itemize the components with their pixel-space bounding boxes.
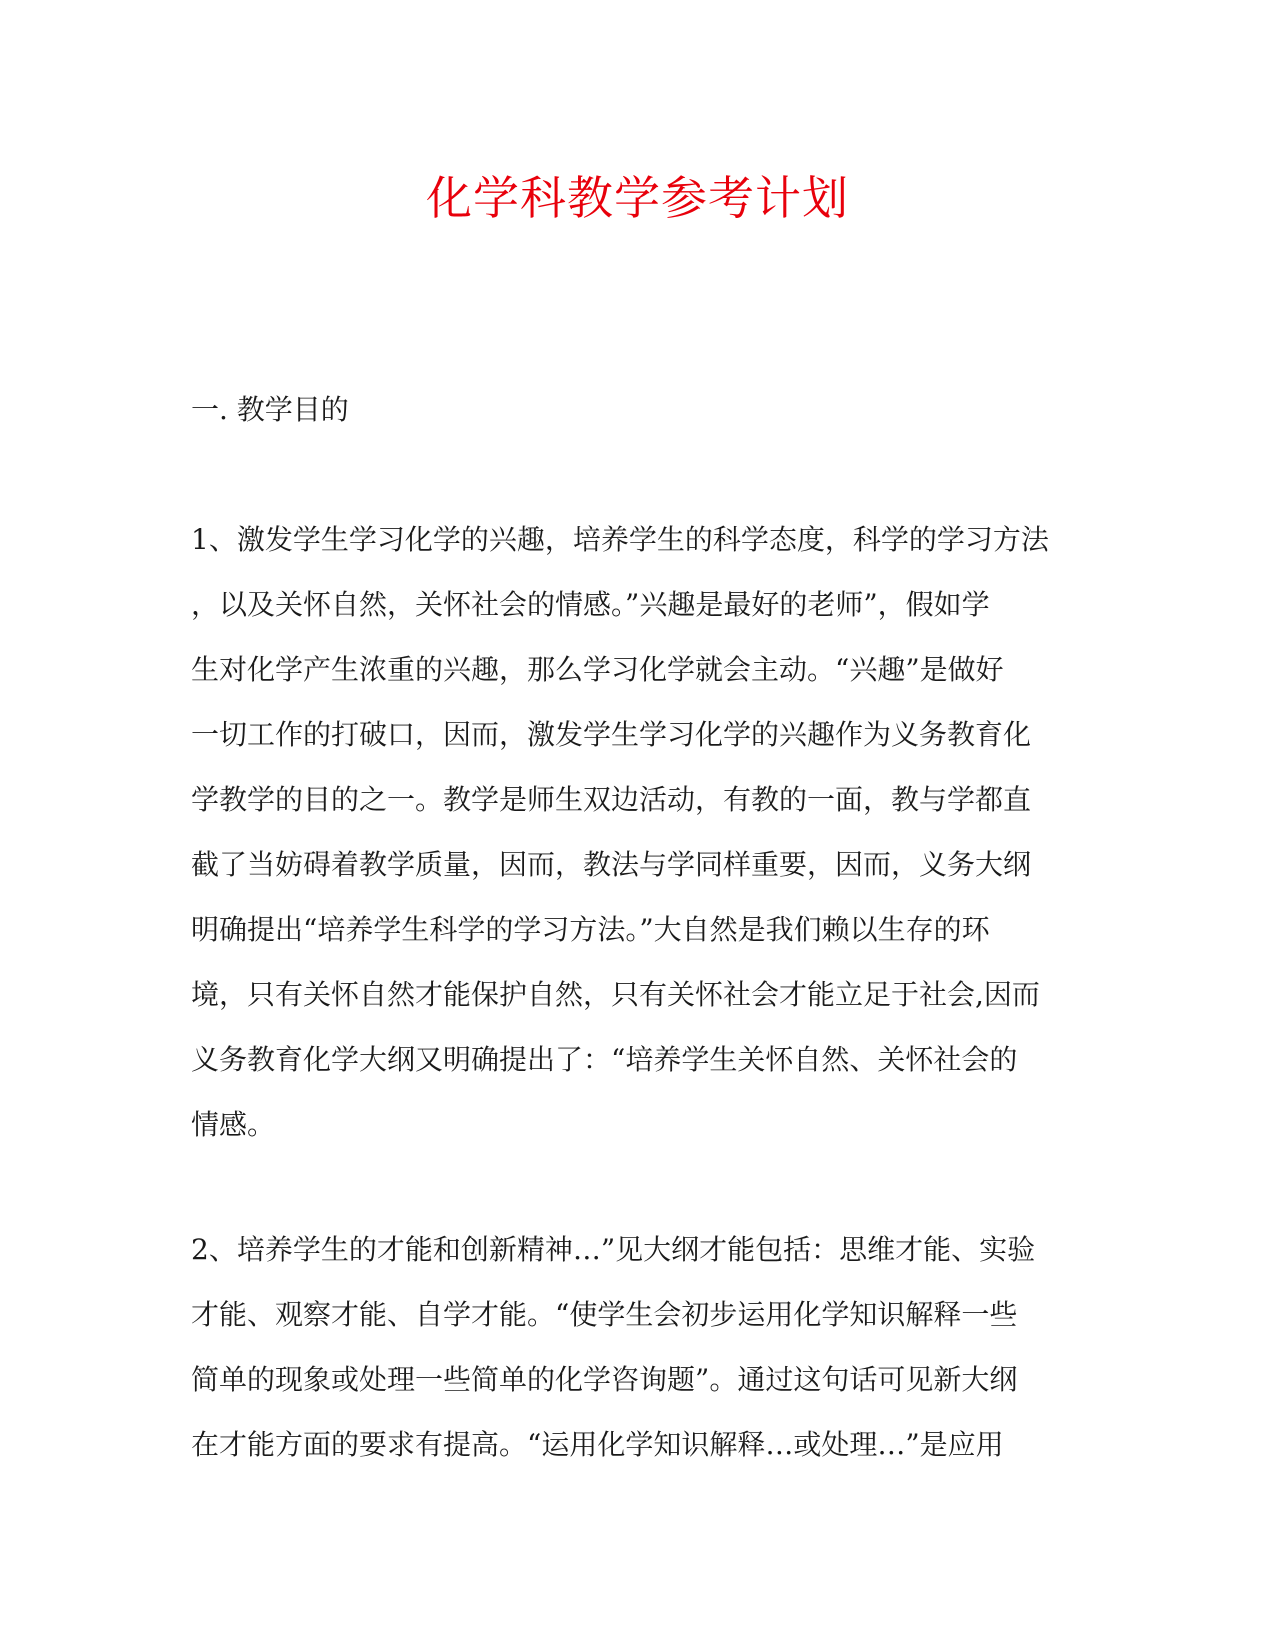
section-heading: 一. 教学目的 [191,393,349,426]
paragraph-line: 简单的现象或处理一些简单的化学咨询题”。通过这句话可见新大纲 [191,1363,1018,1396]
paragraph-line: 境，只有关怀自然才能保护自然，只有关怀社会才能立足于社会,因而 [191,978,1040,1011]
paragraph-line: ，以及关怀自然，关怀社会的情感。”兴趣是最好的老师”，假如学 [191,588,990,621]
paragraph-line: 学教学的目的之一。教学是师生双边活动，有教的一面，教与学都直 [191,783,1032,816]
paragraph-line: 在才能方面的要求有提高。“运用化学知识解释…或处理…”是应用 [191,1428,1004,1461]
paragraph-line: 1、激发学生学习化学的兴趣，培养学生的科学态度，科学的学习方法 [191,523,1049,556]
paragraph-line: 一切工作的打破口，因而，激发学生学习化学的兴趣作为义务教育化 [191,718,1032,751]
paragraph-1 [191,518,1081,1168]
paragraph-line: 才能、观察才能、自学才能。“使学生会初步运用化学知识解释一些 [191,1298,1018,1331]
paragraph-2 [191,1228,1081,1488]
paragraph-line: 情感。 [191,1108,276,1141]
document-title: 化学科教学参考计划 [426,171,849,225]
paragraph-line: 义务教育化学大纲又明确提出了：“培养学生关怀自然、关怀社会的 [191,1043,1018,1076]
paragraph-line: 明确提出“培养学生科学的学习方法。”大自然是我们赖以生存的环 [191,913,990,946]
paragraph-line: 生对化学产生浓重的兴趣，那么学习化学就会主动。“兴趣”是做好 [191,653,1004,686]
paragraph-line: 2、培养学生的才能和创新精神…”见大纲才能包括：思维才能、实验 [191,1233,1036,1266]
paragraph-line: 截了当妨碍着教学质量，因而，教法与学同样重要，因而，义务大纲 [191,848,1032,881]
